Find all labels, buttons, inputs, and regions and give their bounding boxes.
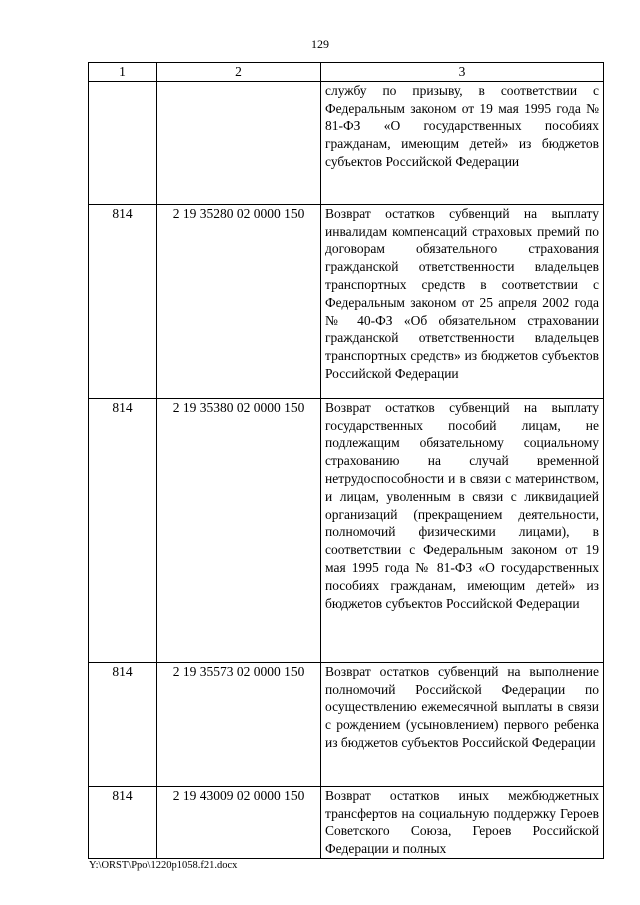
file-path-footer: Y:\ORST\Ppo\1220p1058.f21.docx xyxy=(89,860,238,871)
description-cell: Возврат остатков иных межбюджетных трансфертов на социальную поддержку Героев Советского Союза, Героев Российской Федерации и полных xyxy=(321,786,604,858)
table-row xyxy=(89,662,604,786)
description-cell: Возврат остатков субвенций на выплату инвалидам компенсаций страховых премий по договорам обязательного страхования гражданской ответственности владельцев транспортных средств в соответствии с Федеральным законом от 25 апреля 2002 года № 40-ФЗ «Об обязательном страховании гражданской ответственности владельцев транспортных средств» из бюджетов субъектов Российской Федерации xyxy=(321,204,604,398)
budget-code-cell: 2 19 35573 02 0000 150 xyxy=(157,662,321,786)
admin-code-cell: 814 xyxy=(89,204,157,398)
admin-code-cell: 814 xyxy=(89,786,157,858)
admin-code-cell xyxy=(89,81,157,204)
table-row xyxy=(89,786,604,858)
description-cell: Возврат остатков субвенций на выполнение полномочий Российской Федерации по осуществлению ежемесячной выплаты в связи с рождением (усыновлением) первого ребенка из бюджетов субъектов Российской Федерации xyxy=(321,662,604,786)
description-cell: Возврат остатков субвенций на выплату государственных пособий лицам, не подлежащим обязательному социальному страхованию на случай временной нетрудоспособности и в связи с материнством, и лицам, уволенным в связи с ликвидацией организаций (прекращением деятельности, полномочий физическими лицами), в соответствии с Федеральным законом от 19 мая 1995 года № 81-ФЗ «О государственных пособиях гражданам, имеющим детей» из бюджетов субъектов Российской Федерации xyxy=(321,398,604,662)
budget-code-cell xyxy=(157,81,321,204)
column-header-2: 2 xyxy=(157,63,321,82)
budget-code-cell: 2 19 43009 02 0000 150 xyxy=(157,786,321,858)
column-header-3: 3 xyxy=(321,63,604,82)
page-number: 129 xyxy=(311,37,329,51)
budget-code-cell: 2 19 35380 02 0000 150 xyxy=(157,398,321,662)
budget-code-cell: 2 19 35280 02 0000 150 xyxy=(157,204,321,398)
table-row xyxy=(89,81,604,204)
admin-code-cell: 814 xyxy=(89,398,157,662)
table-row xyxy=(89,398,604,662)
description-cell: службу по призыву, в соответствии с Федеральным законом от 19 мая 1995 года № 81-ФЗ «О государственных пособиях гражданам, имеющим детей» из бюджетов субъектов Российской Федерации xyxy=(321,81,604,204)
budget-code-table xyxy=(88,62,604,859)
table-header-row xyxy=(89,63,604,82)
admin-code-cell: 814 xyxy=(89,662,157,786)
table-row xyxy=(89,204,604,398)
column-header-1: 1 xyxy=(89,63,157,82)
